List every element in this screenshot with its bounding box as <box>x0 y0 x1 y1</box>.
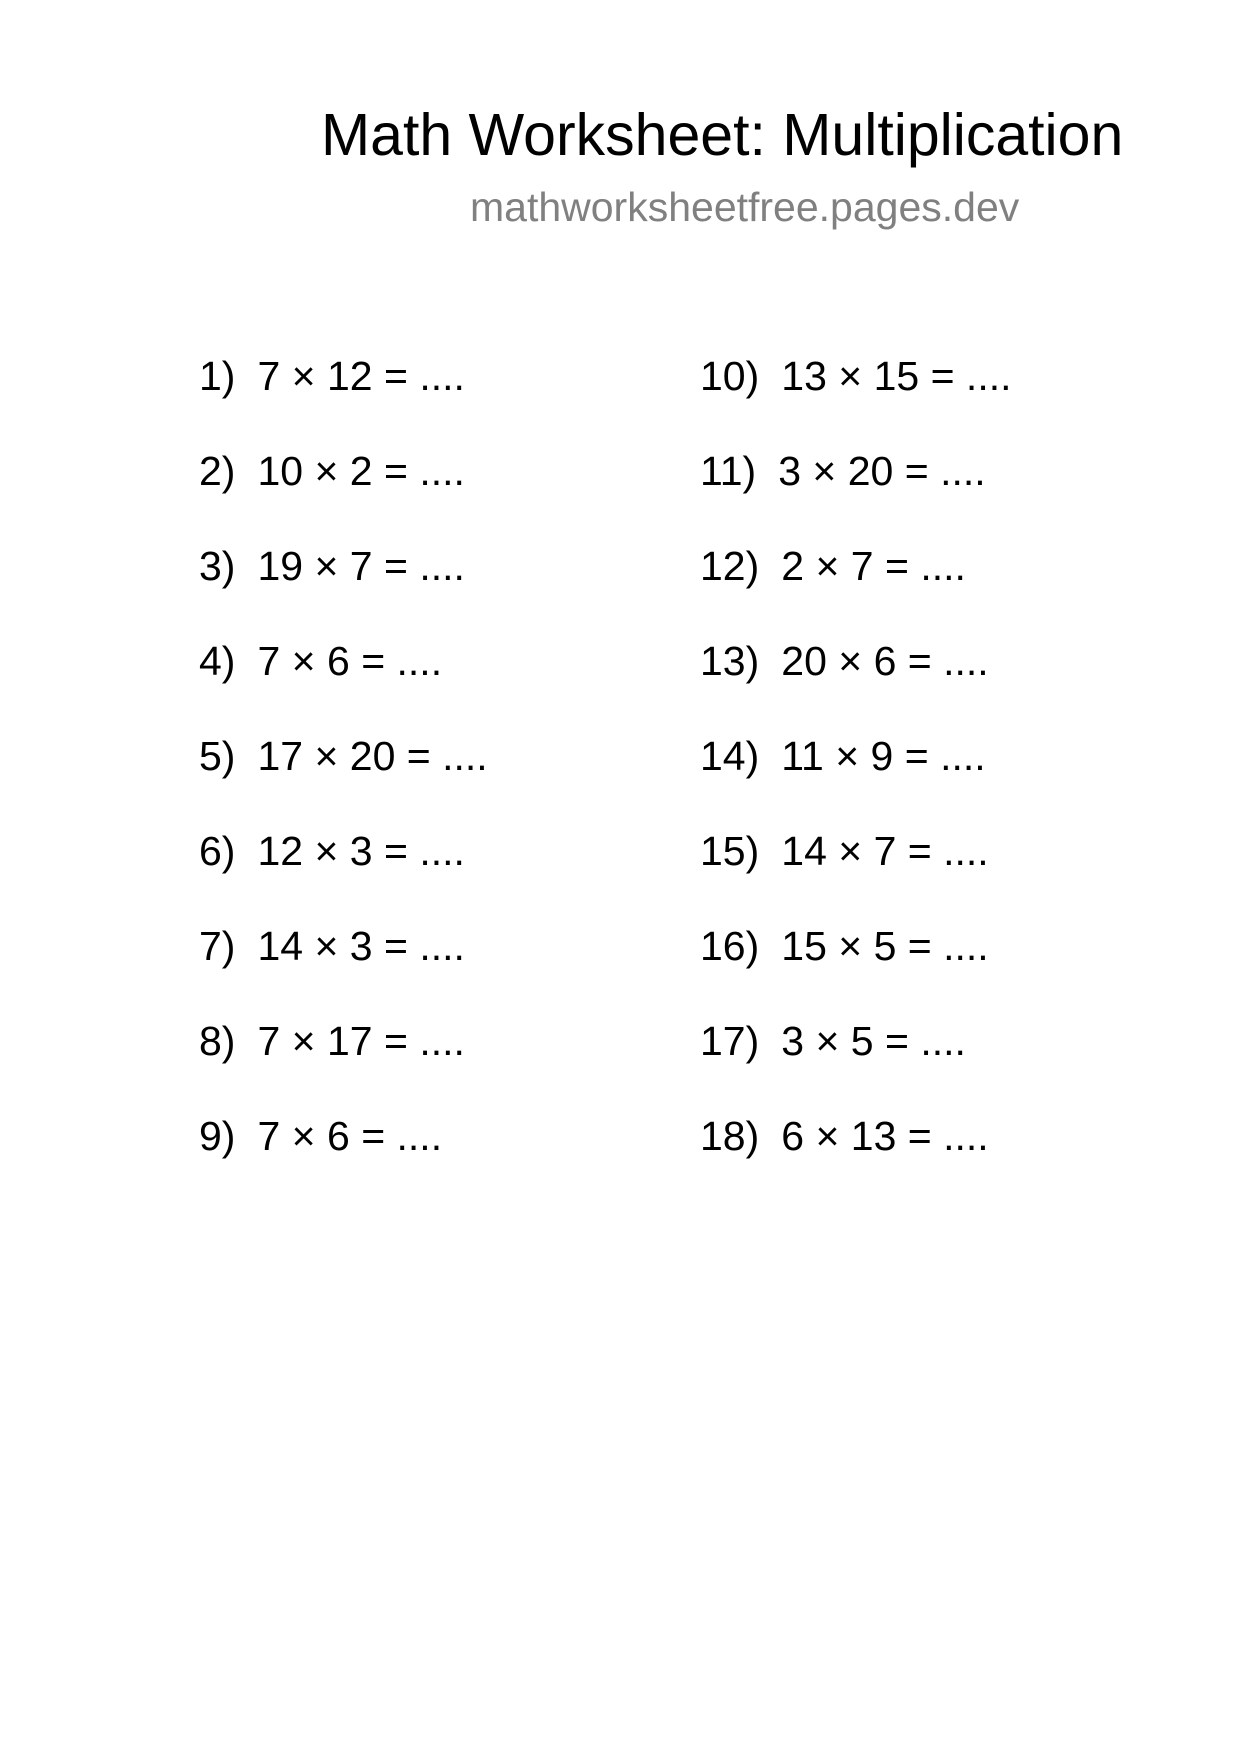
page-title: Math Worksheet: Multiplication <box>321 102 1124 168</box>
problem-number: 8) <box>199 1018 236 1064</box>
problem-expression: 11 × 9 = .... <box>781 733 986 779</box>
problem-number: 18) <box>700 1113 760 1159</box>
problem-item <box>199 920 699 1015</box>
problem-column-right <box>700 350 1200 1205</box>
problem-expression: 20 × 6 = .... <box>781 638 989 684</box>
problem-column-left <box>199 350 699 1205</box>
problem-number: 11) <box>700 448 757 494</box>
problem-number: 12) <box>700 543 760 589</box>
problem-item <box>700 730 1200 825</box>
problem-expression: 2 × 7 = .... <box>781 543 966 589</box>
problem-item <box>700 635 1200 730</box>
problem-expression: 19 × 7 = .... <box>257 543 465 589</box>
problem-item <box>700 540 1200 635</box>
problem-expression: 15 × 5 = .... <box>781 923 989 969</box>
problem-expression: 7 × 17 = .... <box>257 1018 465 1064</box>
problem-expression: 13 × 15 = .... <box>781 353 1012 399</box>
problem-number: 15) <box>700 828 760 874</box>
problem-item <box>700 350 1200 445</box>
problem-item <box>199 445 699 540</box>
problem-item <box>700 920 1200 1015</box>
problem-number: 6) <box>199 828 236 874</box>
problem-expression: 10 × 2 = .... <box>257 448 465 494</box>
problem-item <box>700 1015 1200 1110</box>
problem-item <box>199 1110 699 1205</box>
problem-item <box>199 1015 699 1110</box>
problem-item <box>199 730 699 825</box>
problem-item <box>199 635 699 730</box>
problem-number: 5) <box>199 733 236 779</box>
problem-item <box>700 1110 1200 1205</box>
problem-expression: 3 × 20 = .... <box>778 448 986 494</box>
problem-number: 10) <box>700 353 760 399</box>
problem-number: 3) <box>199 543 236 589</box>
problem-expression: 7 × 6 = .... <box>257 1113 443 1159</box>
problem-number: 2) <box>199 448 236 494</box>
problem-number: 9) <box>199 1113 236 1159</box>
problem-number: 17) <box>700 1018 760 1064</box>
problem-item <box>700 825 1200 920</box>
problem-number: 13) <box>700 638 760 684</box>
problem-number: 16) <box>700 923 760 969</box>
problem-number: 1) <box>199 353 236 399</box>
problem-expression: 12 × 3 = .... <box>257 828 465 874</box>
problem-expression: 7 × 6 = .... <box>257 638 443 684</box>
problem-expression: 6 × 13 = .... <box>781 1113 989 1159</box>
problem-expression: 3 × 5 = .... <box>781 1018 966 1064</box>
problem-item <box>199 825 699 920</box>
problem-item <box>199 540 699 635</box>
problem-expression: 14 × 3 = .... <box>257 923 465 969</box>
problem-expression: 7 × 12 = .... <box>257 353 465 399</box>
problem-item <box>199 350 699 445</box>
website-url: mathworksheetfree.pages.dev <box>470 184 1020 230</box>
problem-expression: 17 × 20 = .... <box>257 733 488 779</box>
problem-number: 7) <box>199 923 236 969</box>
problem-expression: 14 × 7 = .... <box>781 828 989 874</box>
problem-number: 4) <box>199 638 236 684</box>
problem-item <box>700 445 1200 540</box>
problem-number: 14) <box>700 733 760 779</box>
